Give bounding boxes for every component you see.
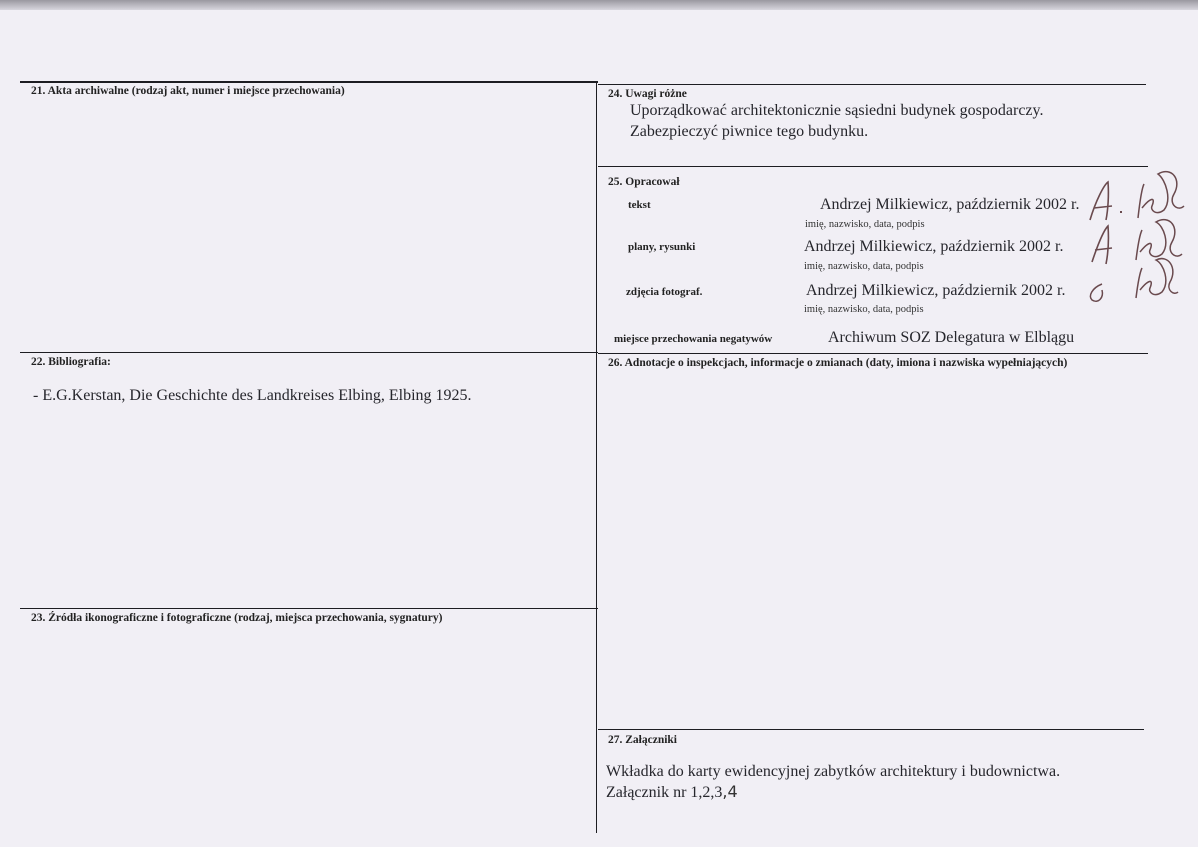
author-label-photos: zdjęcia fotograf.: [626, 286, 703, 298]
section-21-title: 21. Akta archiwalne (rodzaj akt, numer i miejsce przechowania): [31, 85, 345, 97]
author-value-photos: Andrzej Milkiewicz, październik 2002 r.: [806, 282, 1066, 299]
bibliography-entry: - E.G.Kerstan, Die Geschichte des Landkreises Elbing, Elbing 1925.: [33, 387, 472, 404]
author-caption-photos: imię, nazwisko, data, podpis: [804, 304, 924, 315]
section-24-title: 24. Uwagi różne: [608, 88, 687, 100]
rule-right-26: [598, 353, 1148, 354]
author-caption-text: imię, nazwisko, data, podpis: [805, 219, 925, 230]
section-22-title: 22. Bibliografia:: [31, 356, 111, 368]
attachments-line-2: [606, 782, 738, 802]
section-23-title: 23. Źródła ikonograficzne i fotograficzne (rodzaj, miejsca przechowania, sygnatury): [31, 612, 443, 624]
rule-left-22: [20, 352, 598, 353]
author-caption-plans: imię, nazwisko, data, podpis: [804, 261, 924, 272]
remarks-line-1: Uporządkować architektonicznie sąsiedni budynek gospodarczy.: [630, 102, 1044, 119]
negatives-value: Archiwum SOZ Delegatura w Elblągu: [828, 329, 1075, 346]
rule-right-27: [598, 729, 1144, 730]
scan-top-edge: [0, 0, 1198, 10]
negatives-label: miejsce przechowania negatywów: [614, 333, 773, 345]
section-27-title: 27. Załączniki: [608, 734, 678, 746]
author-label-plans: plany, rysunki: [628, 241, 696, 253]
author-value-plans: Andrzej Milkiewicz, październik 2002 r.: [804, 238, 1064, 255]
section-26-title: 26. Adnotacje o inspekcjach, informacje o zmianach (daty, imiona i nazwiska wypełniających): [608, 357, 1068, 369]
section-25-title: 25. Opracował: [608, 176, 680, 188]
signature-3: [1080, 254, 1180, 310]
rule-24-bottom: [598, 166, 1148, 167]
attachments-handwritten-addition: ,4: [722, 782, 738, 801]
rule-left-23: [20, 608, 598, 609]
attachments-numbers: Załącznik nr 1,2,3: [606, 784, 723, 801]
rule-top-left: [20, 81, 598, 83]
rule-top-right: [598, 84, 1146, 85]
attachments-line-1: Wkładka do karty ewidencyjnej zabytków architektury i budownictwa.: [606, 763, 1061, 780]
remarks-line-2: Zabezpieczyć piwnice tego budynku.: [630, 123, 869, 140]
author-value-text: Andrzej Milkiewicz, październik 2002 r.: [820, 196, 1080, 213]
author-label-text: tekst: [628, 199, 651, 211]
center-divider: [596, 83, 597, 833]
